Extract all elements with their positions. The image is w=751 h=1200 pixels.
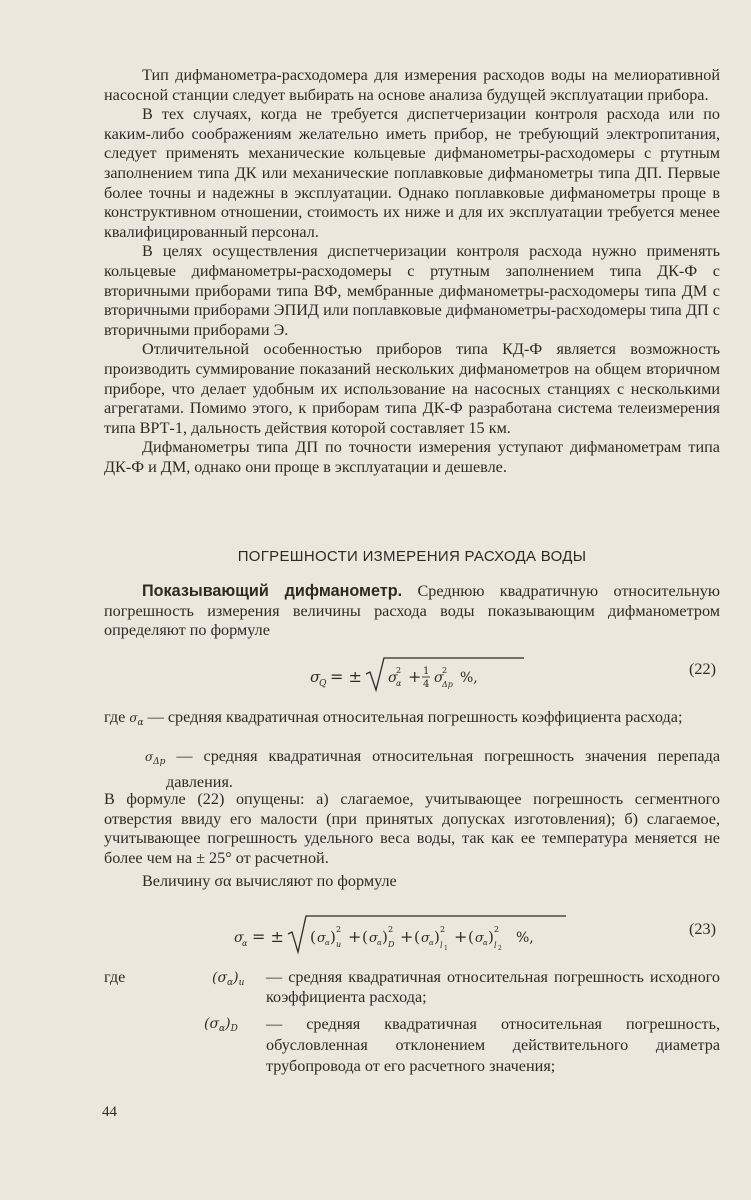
svg-text:%,: %, (460, 670, 478, 686)
svg-text:2: 2 (388, 925, 394, 934)
paragraph-3: В целях осуществления диспетчеризации контроля расхода нужно применять кольцевые дифманометры-расходомеры с ртутным заполнением типа ДК-Ф с вторичными приборами типа ВФ, мембранные дифманометры-расходомеры типа ДМ с вторичными приборами ЭПИД или поплавковые дифманометры-расходомеры типа ДП с вторичными приборами Э. (104, 242, 720, 339)
svg-text:2: 2 (440, 925, 446, 934)
svg-text:α: α (377, 939, 382, 947)
definition-sigma-alpha-d-text: — средняя квадратичная относительная погрешность, обусловленная отклонением действительного диаметра трубопровода от его расчетного значения; (266, 1015, 720, 1075)
svg-text:%,: %, (516, 930, 534, 946)
svg-text:= ±: = ± (252, 927, 284, 946)
paragraph-6-block (104, 582, 720, 641)
svg-text:D: D (388, 940, 395, 949)
formula-23 (104, 912, 720, 956)
svg-text:2: 2 (494, 925, 500, 934)
definition-sigma-alpha-i-text: — средняя квадратичная относительная погрешность исходного коэффициента расхода; (266, 968, 720, 1006)
symbol-sigma-alpha-i: $(\sigma_\alpha)_и$ (212, 970, 245, 988)
svg-text:l: l (440, 941, 443, 950)
formula-23-graphic (104, 912, 664, 960)
definition-sigma-dp-text: — средняя квадратичная относительная погрешность значения перепада давления. (166, 747, 721, 791)
svg-text:α: α (483, 939, 488, 947)
body-text-top (104, 66, 720, 477)
svg-text:): ) (488, 928, 494, 946)
svg-text:и: и (336, 940, 342, 949)
svg-text:l: l (494, 941, 497, 950)
definition-sigma-alpha-text: — средняя квадратичная относительная погрешность коэффициента расхода; (147, 708, 683, 726)
svg-text:Q: Q (319, 679, 327, 689)
svg-text:2: 2 (442, 666, 448, 675)
paragraph-6 (104, 582, 720, 641)
svg-text:4: 4 (423, 679, 430, 690)
svg-text:σ: σ (388, 670, 398, 686)
svg-text:+: + (400, 927, 414, 946)
equation-number-22: (22) (689, 660, 716, 678)
svg-text:2: 2 (336, 925, 342, 934)
svg-text:+: + (408, 667, 422, 686)
paragraph-8: Величину σα вычисляют по формуле (142, 872, 397, 891)
svg-text:α: α (242, 939, 248, 948)
svg-text:σ: σ (310, 668, 321, 686)
paragraph-6-text: Среднюю квадратичную относительную погрешность измерения величины расхода воды показывающим дифманометром определяют по формуле (104, 582, 720, 640)
svg-text:+: + (454, 927, 468, 946)
paragraph-7: В формуле (22) опущены: а) слагаемое, учитывающее погрешность сегментного отверстия ввиду его малости (при принятых допусках изготовления); б) слагаемое, учитывающее погрешность удельного веса воды, так как ее температура меняется не более чем на ± 25° от расчетной. (104, 790, 720, 867)
svg-text:σ: σ (434, 670, 444, 686)
paragraph-7-block (104, 790, 720, 892)
svg-text:1: 1 (444, 945, 448, 952)
where-label-1: где (104, 708, 126, 726)
paragraph-2: В тех случаях, когда не требуется диспетчеризации контроля расхода или по каким-либо соображениям желательно иметь прибор, не требующий электропитания, следует применять механические кольцевые дифманометры-расходомеры с ртутным заполнением типа ДК или механические поплавковые дифманометры типа ДП. Первые более точны и надежны в эксплуатации. Однако поплавковые дифманометры проще в конструктивном отношении, стоимость их ниже и для их эксплуатации требуется менее квалифицированный персонал. (104, 105, 720, 241)
svg-text:α: α (396, 679, 402, 688)
svg-text:α: α (429, 939, 434, 947)
where-label-2: где (104, 968, 126, 986)
svg-text:(: ( (414, 928, 420, 946)
definition-sigma-dp (104, 747, 720, 792)
svg-text:Δp: Δp (442, 680, 453, 689)
svg-text:(: ( (468, 928, 474, 946)
symbol-sigma-alpha-d: $(\sigma_\alpha)_D$ (204, 1016, 238, 1034)
page-number: 44 (102, 1104, 117, 1120)
paragraph-1: Тип дифманометра-расходомера для измерения расходов воды на мелиоративной насосной станции следует выбирать на основе анализа будущей эксплуатации прибора. (104, 66, 720, 104)
svg-text:): ) (434, 928, 440, 946)
svg-text:σ: σ (475, 931, 484, 946)
svg-text:σ: σ (369, 931, 378, 946)
paragraph-5: Дифманометры типа ДП по точности измерения уступают дифманометрам типа ДК-Ф и ДМ, однако они проще в эксплуатации и дешевле. (104, 438, 720, 476)
svg-text:σ: σ (421, 931, 430, 946)
equation-number-23: (23) (689, 920, 716, 938)
paragraph-6-lead: Показывающий дифманометр. (142, 582, 403, 600)
svg-text:(: ( (362, 928, 368, 946)
section-heading: ПОГРЕШНОСТИ ИЗМЕРЕНИЯ РАСХОДА ВОДЫ (237, 548, 587, 565)
svg-text:(: ( (310, 928, 316, 946)
symbol-sigma-dp: $\sigma_{\Delta p}$ (144, 750, 166, 767)
svg-text:σ: σ (317, 931, 326, 946)
svg-text:2: 2 (396, 666, 402, 675)
svg-text:+: + (348, 927, 362, 946)
formula-22-graphic (104, 652, 664, 700)
svg-text:1: 1 (423, 666, 430, 677)
svg-text:2: 2 (498, 945, 502, 952)
definition-sigma-alpha-d (204, 1014, 264, 1040)
paragraph-4: Отличительной особенностью приборов типа КД-Ф является возможность производить суммирование показаний нескольких дифманометров на общем вторичном приборе, что делает удобным их использование на насосных станциях с несколькими агрегатами. Помимо этого, к приборам типа ДК-Ф разработана система телеизмерения типа ВРТ-1, дальность действия которой составляет 15 км. (104, 340, 720, 437)
symbol-sigma-alpha: $\sigma_\alpha$ (129, 711, 144, 728)
svg-text:α: α (325, 939, 330, 947)
svg-text:σ: σ (234, 930, 244, 946)
definition-sigma-alpha (104, 708, 720, 734)
svg-text:= ±: = ± (330, 667, 362, 686)
formula-22 (104, 652, 720, 696)
svg-text:): ) (330, 928, 336, 946)
svg-text:): ) (382, 928, 388, 946)
